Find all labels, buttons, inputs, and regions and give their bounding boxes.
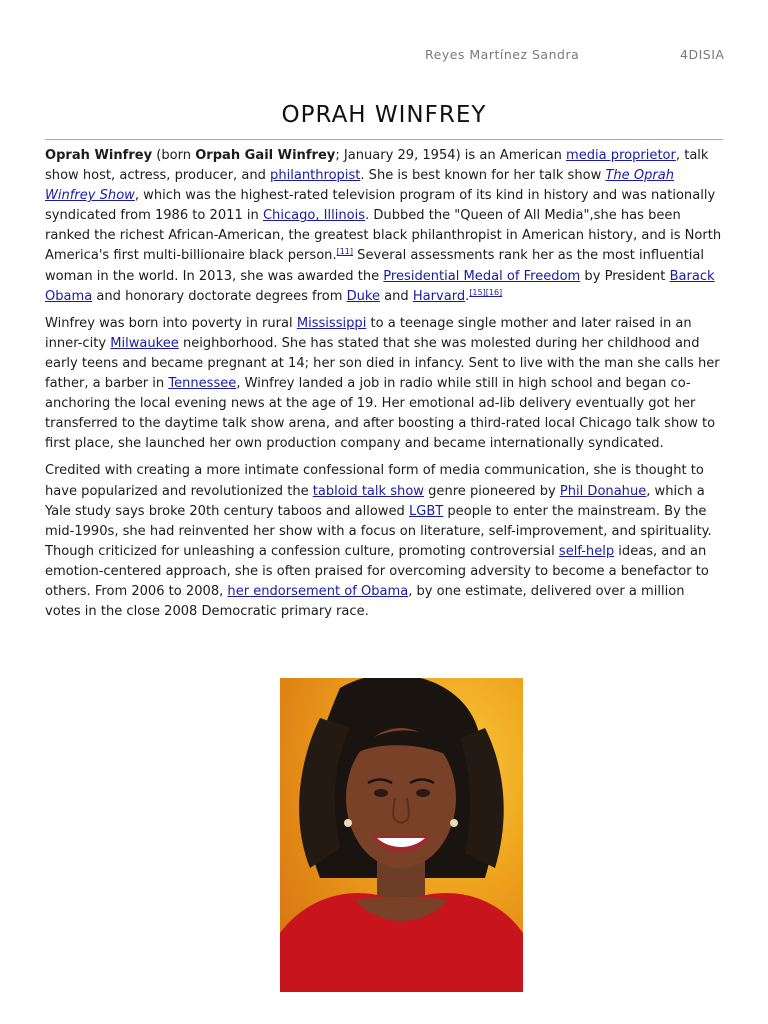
link-chicago-illinois[interactable]: Chicago, Illinois <box>262 208 366 224</box>
link-milwaukee[interactable]: Milwaukee <box>110 335 179 351</box>
link-tennessee[interactable]: Tennessee <box>168 376 237 392</box>
link-self-help[interactable]: self-help <box>558 543 615 559</box>
link-oprah-winfrey-show[interactable]: The Oprah Winfrey Show <box>45 168 675 204</box>
title-divider <box>45 139 723 140</box>
portrait-illustration <box>280 678 523 992</box>
header-author: Reyes Martínez Sandra <box>425 47 580 62</box>
paragraph-intro: Oprah Winfrey (born Orpah Gail Winfrey; January 29, 1954) is an American media proprietor, talk show host, actress, producer, and philanthropist. She is best known for her talk show The Oprah Winfrey Show, which was the highest-rated television program of its kind in history and was nationally syndicated from 1986 to 2011 in Chicago, Illinois. Dubbed the "Queen of All Media",she has been ranked the richest African-American, the greatest black philanthropist in American history, and is North America's first multi-billionaire black person.[11] Several assessments rank her as the most influential woman in the world. In 2013, she was awarded the Presidential Medal of Freedom by President Barack Obama and honorary doctorate degrees from Duke and Harvard.[15][16] <box>45 148 722 304</box>
link-duke[interactable]: Duke <box>346 288 380 304</box>
link-phil-donahue[interactable]: Phil Donahue <box>559 483 647 499</box>
link-mississippi[interactable]: Mississippi <box>296 315 367 331</box>
header-class-code: 4DISIA <box>680 47 725 62</box>
link-tabloid-talk-show[interactable]: tabloid talk show <box>312 483 424 499</box>
link-barack-obama[interactable]: Barack Obama <box>45 268 715 304</box>
subject-name: Oprah Winfrey <box>45 148 153 163</box>
paragraph-career: Credited with creating a more intimate confessional form of media communication, she is thought to have popularized and revolutionized the tabloid talk show genre pioneered by Phil Donahue, which a Yale study says broke 20th century taboos and allowed LGBT people to enter the mainstream. By the mid-1990s, she had reinvented her show with a focus on literature, self-improvement, and spirituality. Though criticized for unleashing a confession culture, promoting controversial self-help ideas, and an emotion-centered approach, she is often praised for overcoming adversity to become a benefactor to others. From 2006 to 2008, her endorsement of Obama, by one estimate, delivered over a million votes in the close 2008 Democratic primary race. <box>45 463 712 620</box>
citation-11[interactable]: [11] <box>336 247 354 257</box>
citation-15-16[interactable]: [15][16] <box>469 287 503 297</box>
paragraph-early-life: Winfrey was born into poverty in rural Mississippi to a teenage single mother and later raised in an inner-city Milwaukee neighborhood. She has stated that she was molested during her childhood and early teens and became pregnant at 14; her son died in infancy. Sent to live with the man she calls her father, a barber in Tennessee, Winfrey landed a job in radio while still in high school and began co-anchoring the local evening news at the age of 19. Her emotional ad-lib delivery eventually got her transferred to the daytime talk show arena, and after boosting a third-rated local Chicago talk show to first place, she launched her own production company and became internationally syndicated. <box>45 315 720 452</box>
portrait-photo <box>280 678 523 992</box>
page-title: OPRAH WINFREY <box>281 102 487 128</box>
article-body <box>45 146 723 629</box>
link-media-proprietor[interactable]: media proprietor <box>566 148 676 163</box>
link-lgbt[interactable]: LGBT <box>408 503 444 519</box>
link-philanthropist[interactable]: philanthropist <box>270 168 361 184</box>
birth-name: Orpah Gail Winfrey <box>195 148 336 163</box>
link-endorsement-of-obama[interactable]: her endorsement of Obama <box>227 583 409 599</box>
link-harvard[interactable]: Harvard <box>412 288 466 304</box>
link-presidential-medal[interactable]: Presidential Medal of Freedom <box>383 268 581 284</box>
